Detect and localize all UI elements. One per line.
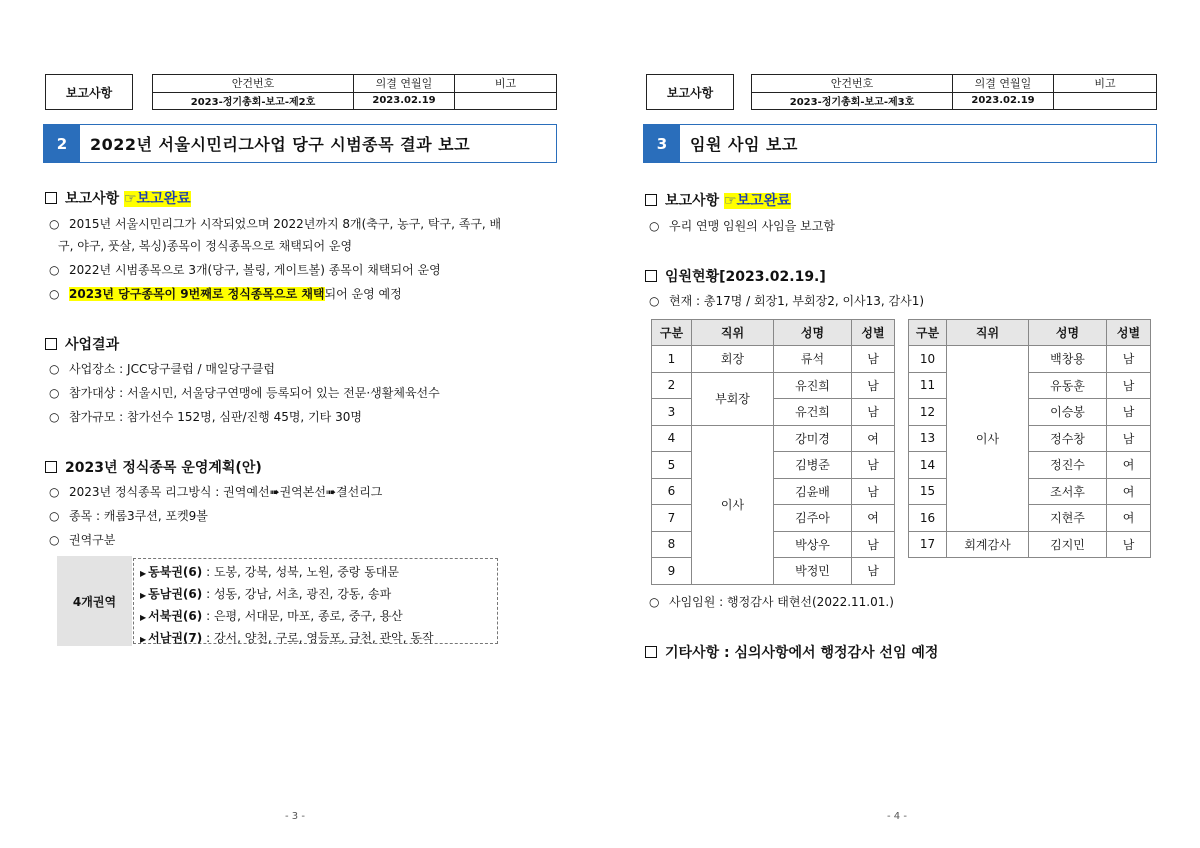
table-row: [909, 372, 1151, 399]
table-row: [652, 558, 895, 585]
cell-name: 조서후: [1029, 478, 1107, 505]
table-row: [909, 531, 1151, 558]
meta-header-agenda-no: 안건번호: [153, 75, 354, 93]
cell-gender: 남: [1107, 372, 1151, 399]
checkbox-square-icon: [645, 646, 657, 658]
cell-name: 류석: [774, 346, 852, 373]
checkbox-square-icon: [45, 461, 57, 473]
cell-gender: 남: [1107, 425, 1151, 452]
section-officers: [645, 266, 826, 286]
meta-header-date: 의결 연월일: [953, 75, 1054, 93]
bullet-item: ○ 2022년 시범종목으로 3개(당구, 볼링, 게이트볼) 종목이 채택되어 운영: [49, 263, 441, 277]
col-header-name: 성명: [774, 320, 852, 346]
cell-gender: 남: [852, 478, 895, 505]
cell-gender: 남: [852, 452, 895, 479]
cell-no: 6: [652, 478, 692, 505]
table-row: [909, 425, 1151, 452]
agenda-title-bar: [43, 124, 557, 163]
cell-no: 7: [652, 505, 692, 532]
cell-position: 회계감사: [947, 531, 1029, 558]
cell-name: 유동훈: [1029, 372, 1107, 399]
checkbox-square-icon: [645, 194, 657, 206]
section-officers-label: 임원현황[2023.02.19.]: [665, 269, 826, 285]
agenda-title-bar: [643, 124, 1157, 163]
agenda-number: 2: [44, 125, 80, 162]
highlighted-text: 2023년 당구종목이 9번째로 정식종목으로 채택: [69, 287, 325, 301]
cell-gender: 여: [852, 425, 895, 452]
cell-name: 정진수: [1029, 452, 1107, 479]
col-header-no: 구분: [909, 320, 947, 346]
bullet-item: ○ 권역구분: [49, 533, 116, 547]
region-name: 서북권(6): [148, 609, 203, 623]
table-row: [652, 505, 895, 532]
table-row: [652, 478, 895, 505]
cell-no: 13: [909, 425, 947, 452]
meta-note: [455, 92, 557, 110]
bullet-text: 종목 : 캐롬3쿠션, 포켓9볼: [69, 509, 208, 523]
section-report-label: 보고사항: [65, 191, 120, 207]
table-row: [652, 399, 895, 426]
meta-date: 2023.02.19: [953, 92, 1054, 110]
cell-gender: 남: [852, 399, 895, 426]
col-header-gender: 성별: [1107, 320, 1151, 346]
cell-gender: 남: [852, 372, 895, 399]
table-row: [652, 531, 895, 558]
cell-no: 5: [652, 452, 692, 479]
bullet-text: 참가규모 : 참가선수 152명, 심판/진행 45명, 기타 30명: [69, 410, 362, 424]
meta-header-date: 의결 연월일: [354, 75, 455, 93]
meta-header-note: 비고: [455, 75, 557, 93]
meta-date: 2023.02.19: [354, 92, 455, 110]
cell-name: 유진희: [774, 372, 852, 399]
cell-name: 지현주: [1029, 505, 1107, 532]
region-name: 서남권(7): [148, 631, 203, 645]
region-count-label: 4개권역: [57, 556, 132, 646]
checkbox-square-icon: [45, 192, 57, 204]
resigned-officer-note: 사임임원 : 행정감사 태현선(2022.11.01.): [669, 595, 894, 609]
triangle-right-icon: ▶: [140, 569, 147, 578]
section-other-label: 기타사항 : 심의사항에서 행정감사 선임 예정: [665, 645, 939, 661]
region-areas: : 도봉, 강북, 성북, 노원, 중랑 동대문: [202, 565, 399, 579]
report-type-tag: 보고사항: [646, 74, 734, 110]
bullet-item: ○ 사임임원 : 행정감사 태현선(2022.11.01.): [649, 595, 894, 609]
col-header-no: 구분: [652, 320, 692, 346]
table-row: [909, 478, 1151, 505]
section-results-label: 사업결과: [65, 337, 120, 353]
cell-no: 3: [652, 399, 692, 426]
bullet-continuation: 구, 야구, 풋살, 복싱)종목이 정식종목으로 채택되어 운영: [58, 239, 353, 253]
cell-gender: 남: [1107, 531, 1151, 558]
cell-gender: 남: [852, 346, 895, 373]
checkbox-square-icon: [45, 338, 57, 350]
checkbox-square-icon: [645, 270, 657, 282]
bullet-text: 2015년 서울시민리그가 시작되었으며 2022년까지 8개(축구, 농구, 탁구, 족구, 배: [69, 217, 502, 231]
col-header-name: 성명: [1029, 320, 1107, 346]
region-table: [57, 556, 498, 646]
cell-no: 15: [909, 478, 947, 505]
table-row: [909, 452, 1151, 479]
agenda-title: 임원 사임 보고: [690, 135, 798, 154]
section-other: [645, 642, 938, 662]
bullet-text: 우리 연맹 임원의 사임을 보고함: [669, 219, 835, 233]
cell-gender: 남: [852, 531, 895, 558]
cell-gender: 남: [852, 558, 895, 585]
table-row: [909, 346, 1151, 373]
cell-no: 1: [652, 346, 692, 373]
agenda-number: 3: [644, 125, 680, 162]
cell-name: 강미경: [774, 425, 852, 452]
region-item: [140, 562, 491, 584]
cell-gender: 여: [1107, 452, 1151, 479]
report-type-tag: 보고사항: [45, 74, 133, 110]
table-row: [652, 452, 895, 479]
region-areas: : 은평, 서대문, 마포, 종로, 중구, 용산: [202, 609, 403, 623]
region-name: 동북권(6): [148, 565, 203, 579]
table-row: [652, 346, 895, 373]
cell-no: 16: [909, 505, 947, 532]
cell-position: 이사: [692, 425, 774, 584]
section-report: [45, 188, 191, 208]
cell-gender: 여: [1107, 505, 1151, 532]
section-report: [645, 190, 791, 210]
table-row: [652, 372, 895, 399]
cell-name: 백창용: [1029, 346, 1107, 373]
cell-name: 정수창: [1029, 425, 1107, 452]
bullet-item: ○ 사업장소 : JCC당구클럽 / 매일당구클럽: [49, 362, 275, 376]
cell-no: 9: [652, 558, 692, 585]
agenda-meta-table: [152, 74, 557, 110]
cell-gender: 남: [1107, 346, 1151, 373]
bullet-text: 권역구분: [69, 533, 116, 547]
table-row: [909, 505, 1151, 532]
region-areas: : 성동, 강남, 서초, 광진, 강동, 송파: [202, 587, 392, 601]
bullet-item: ○ 참가규모 : 참가선수 152명, 심판/진행 45명, 기타 30명: [49, 410, 362, 424]
col-header-position: 직위: [947, 320, 1029, 346]
bullet-text: 참가대상 : 서울시민, 서울당구연맹에 등록되어 있는 전문·생활체육선수: [69, 386, 440, 400]
cell-name: 김병준: [774, 452, 852, 479]
triangle-right-icon: ▶: [140, 591, 147, 600]
cell-no: 11: [909, 372, 947, 399]
region-item: [140, 628, 491, 650]
bullet-item: ○ 현재 : 총17명 / 회장1, 부회장2, 이사13, 감사1): [649, 294, 925, 308]
bullet-item: ○ 2023년 당구종목이 9번째로 정식종목으로 채택되어 운영 예정: [49, 287, 402, 301]
bullet-text: 되어 운영 예정: [324, 287, 402, 301]
section-results: [45, 334, 119, 354]
cell-no: 2: [652, 372, 692, 399]
cell-name: 이승봉: [1029, 399, 1107, 426]
cell-name: 박정민: [774, 558, 852, 585]
cell-position: 회장: [692, 346, 774, 373]
region-item: [140, 606, 491, 628]
page-4: [600, 0, 1200, 848]
meta-agenda-no: 2023-정기총회-보고-제2호: [153, 92, 354, 110]
bullet-item: ○ 2023년 정식종목 리그방식 : 권역예선➠권역본선➠결선리그: [49, 485, 383, 499]
cell-name: 김주아: [774, 505, 852, 532]
section-plan: [45, 457, 262, 477]
bullet-item: ○ 우리 연맹 임원의 사임을 보고함: [649, 219, 835, 233]
bullet-text: 2023년 정식종목 리그방식 : 권역예선➠권역본선➠결선리그: [69, 485, 383, 499]
col-header-position: 직위: [692, 320, 774, 346]
page-number: - 4 -: [887, 811, 907, 822]
cell-name: 김윤배: [774, 478, 852, 505]
table-row: [909, 399, 1151, 426]
bullet-text: 현재 : 총17명 / 회장1, 부회장2, 이사13, 감사1): [669, 294, 925, 308]
cell-no: 8: [652, 531, 692, 558]
cell-gender: 여: [852, 505, 895, 532]
report-complete-badge: ☞보고완료: [723, 193, 791, 209]
cell-no: 10: [909, 346, 947, 373]
bullet-text: 2022년 시범종목으로 3개(당구, 볼링, 게이트볼) 종목이 채택되어 운영: [69, 263, 441, 277]
col-header-gender: 성별: [852, 320, 895, 346]
cell-no: 4: [652, 425, 692, 452]
meta-agenda-no: 2023-정기총회-보고-제3호: [752, 92, 953, 110]
cell-position: 부회장: [692, 372, 774, 425]
cell-no: 12: [909, 399, 947, 426]
meta-header-note: 비고: [1054, 75, 1157, 93]
officers-table-left: [651, 319, 895, 585]
bullet-text: 사업장소 : JCC당구클럽 / 매일당구클럽: [69, 362, 275, 376]
triangle-right-icon: ▶: [140, 635, 147, 644]
bullet-item: ○ 종목 : 캐롬3쿠션, 포켓9볼: [49, 509, 208, 523]
region-name: 동남권(6): [148, 587, 203, 601]
cell-position: 이사: [947, 346, 1029, 532]
section-report-label: 보고사항: [665, 193, 720, 209]
report-complete-badge: ☞보고완료: [123, 191, 191, 207]
cell-name: 김지민: [1029, 531, 1107, 558]
section-plan-label: 2023년 정식종목 운영계획(안): [65, 460, 262, 476]
triangle-right-icon: ▶: [140, 613, 147, 622]
cell-gender: 여: [1107, 478, 1151, 505]
cell-no: 17: [909, 531, 947, 558]
cell-name: 박상우: [774, 531, 852, 558]
cell-no: 14: [909, 452, 947, 479]
meta-note: [1054, 92, 1157, 110]
region-areas: : 강서, 양천, 구로, 영등포, 금천, 관악, 동작: [202, 631, 434, 645]
cell-gender: 남: [1107, 399, 1151, 426]
table-row: [652, 425, 895, 452]
agenda-meta-table: [751, 74, 1157, 110]
cell-name: 유건희: [774, 399, 852, 426]
officers-table-right: [908, 319, 1151, 558]
region-list: [133, 558, 498, 644]
bullet-item: ○ 참가대상 : 서울시민, 서울당구연맹에 등록되어 있는 전문·생활체육선수: [49, 386, 440, 400]
page-number: - 3 -: [285, 811, 305, 822]
agenda-title: 2022년 서울시민리그사업 당구 시범종목 결과 보고: [90, 135, 471, 154]
bullet-item: ○ 2015년 서울시민리그가 시작되었으며 2022년까지 8개(축구, 농구, 탁구, 족구, 배: [49, 217, 502, 231]
region-item: [140, 584, 491, 606]
meta-header-agenda-no: 안건번호: [752, 75, 953, 93]
